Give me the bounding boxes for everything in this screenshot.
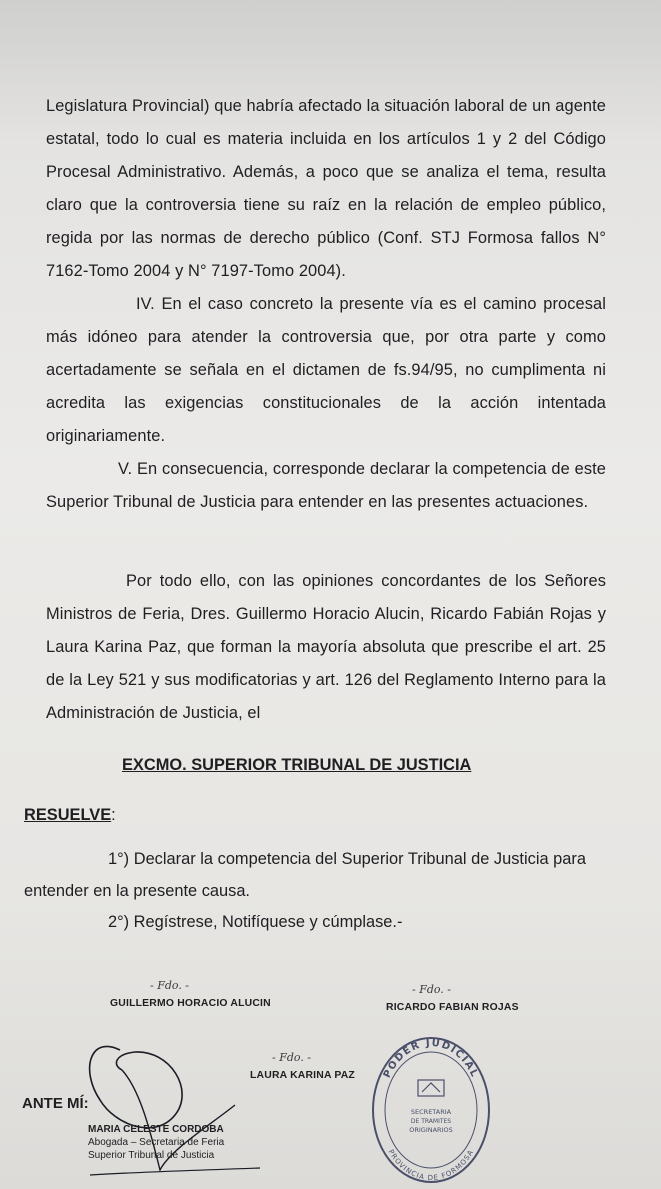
- seal-line-1: SECRETARIA: [410, 1108, 452, 1116]
- court-heading: EXCMO. SUPERIOR TRIBUNAL DE JUSTICIA: [122, 756, 472, 774]
- signer-rojas: RICARDO FABIAN ROJAS: [386, 1002, 519, 1013]
- seal-arc-top: PODER JUDICIAL: [381, 1037, 481, 1080]
- signer-paz: LAURA KARINA PAZ: [250, 1070, 355, 1081]
- official-seal-icon: [366, 1028, 496, 1188]
- seal-emblem-icon: [418, 1080, 444, 1096]
- secretary-role: Abogada – Secretaria de Feria: [88, 1137, 225, 1148]
- signer-alucin: GUILLERMO HORACIO ALUCIN: [110, 998, 271, 1009]
- fdo-mark-3: - Fdo. -: [272, 1051, 312, 1064]
- paragraph-legislatura: Legislatura Provincial) que habría afectado la situación laboral de un agente estatal, todo lo cual es materia incluida en los artículos 1 y 2 del Código Procesal Administrativo. Además, a poco que se analiza el tema, resulta claro que la controversia tiene su raíz en la relación de empleo público, regida por las normas de derecho público (Conf. STJ Formosa fallos N° 7162-Tomo 2004 y N° 7197-Tomo 2004).: [46, 97, 606, 280]
- seal-line-2: DE TRAMITES: [410, 1118, 452, 1125]
- seal-arc-bottom: PROVINCIA DE FORMOSA: [386, 1148, 476, 1183]
- fdo-mark-2: - Fdo. -: [412, 983, 452, 996]
- resuelve-word: RESUELVE: [24, 806, 112, 824]
- resuelve-label: [24, 806, 116, 825]
- resolution-item-2: 2°) Regístrese, Notifíquese y cúmplase.-: [108, 913, 403, 931]
- fdo-mark-1: - Fdo. -: [150, 979, 190, 992]
- paragraph-iv: IV. En el caso concreto la presente vía es el camino procesal más idóneo para atender la controversia que, por otra parte y como acertadamente se señala en el dictamen de fs.94/95, no cumplimenta ni acredita las exigencias constitucionales de la acción intentada originariamente.: [46, 295, 606, 445]
- secretary-block: [88, 1123, 224, 1162]
- ante-mi-label: ANTE MÍ:: [22, 1095, 89, 1112]
- secretary-name: MARIA CELESTE CORDOBA: [88, 1124, 224, 1135]
- paragraph-v: V. En consecuencia, corresponde declarar la competencia de este Superior Tribunal de Justicia para entender en las presentes actuaciones.: [46, 460, 606, 511]
- svg-text:PODER JUDICIAL: [382, 1038, 480, 1080]
- resuelve-colon: :: [111, 806, 116, 824]
- secretary-office: Superior Tribunal de Justicia: [88, 1150, 215, 1161]
- resolution-item-1: 1°) Declarar la competencia del Superior Tribunal de Justicia para entender en la presente causa.: [24, 850, 586, 900]
- seal-line-3: ORIGINARIOS: [409, 1126, 453, 1134]
- paragraph-por-todo-ello: Por todo ello, con las opiniones concordantes de los Señores Ministros de Feria, Dres. Guillermo Horacio Alucin, Ricardo Fabián Rojas y Laura Karina Paz, que forman la mayoría absoluta que prescribe el art. 25 de la Ley 521 y sus modificatorias y art. 126 del Reglamento Interno para la Administración de Justicia, el: [46, 572, 606, 722]
